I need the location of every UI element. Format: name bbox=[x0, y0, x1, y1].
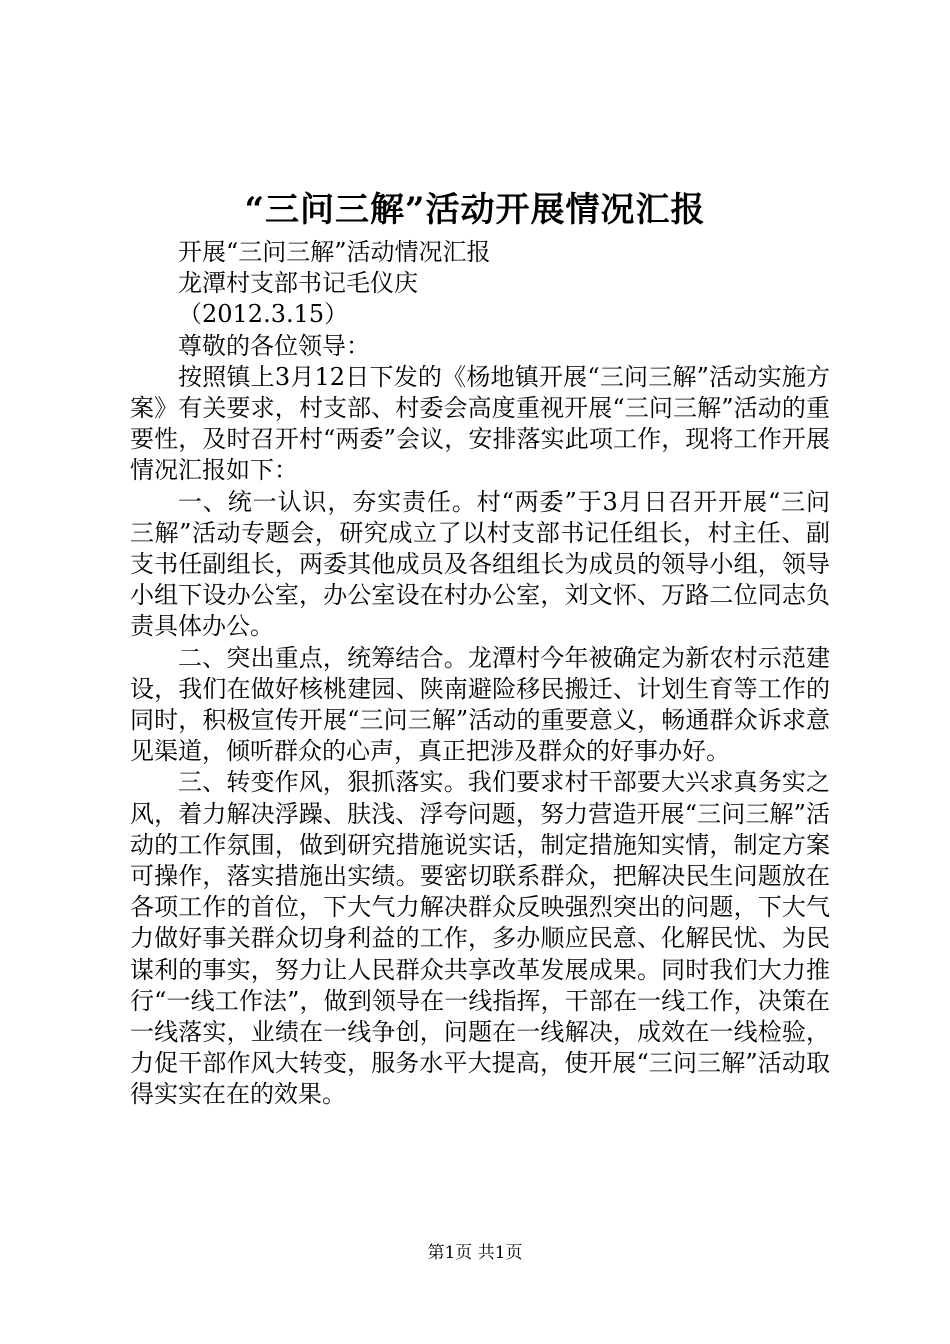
page-footer: 第1页 共1页 bbox=[427, 1243, 523, 1263]
document-subtitle: 开展“三问三解”活动情况汇报 bbox=[178, 238, 491, 266]
paragraph-section-1: 一、统一认识，夯实责任。村“两委”于3月日召开开展“三问三解”活动专题会，研究成立了以村支部书记任组长，村主任、副支书任副组长，两委其他成员及各组组长为成员的领导小组，领导小组下设办公室，办公室设在村办公室，刘文怀、万路二位同志负责具体办公。 bbox=[130, 487, 830, 641]
document-body bbox=[130, 237, 830, 1111]
document-title: “三问三解”活动开展情况汇报 bbox=[244, 190, 706, 230]
paragraph-intro: 按照镇上3月12日下发的《杨地镇开展“三问三解”活动实施方案》有关要求，村支部、村委会高度重视开展“三问三解”活动的重要性，及时召开村“两委”会议，安排落实此项工作，现将工作开展情况汇报如下： bbox=[130, 362, 830, 485]
document-salutation: 尊敬的各位领导： bbox=[178, 331, 370, 360]
paragraph-section-2: 二、突出重点，统筹结合。龙潭村今年被确定为新农村示范建设，我们在做好核桃建园、陕南避险移民搬迁、计划生育等工作的同时，积极宣传开展“三问三解”活动的重要意义，畅通群众诉求意见渠道，倾听群众的心声，真正把涉及群众的好事办好。 bbox=[130, 643, 830, 766]
paragraph-section-3: 三、转变作风，狠抓落实。我们要求村干部要大兴求真务实之风，着力解决浮躁、肤浅、浮夸问题，努力营造开展“三问三解”活动的工作氛围，做到研究措施说实话，制定措施知实情，制定方案可操作，落实措施出实绩。要密切联系群众，把解决民生问题放在各项工作的首位，下大气力解决群众反映强烈突出的问题，下大气力做好事关群众切身利益的工作，多办顺应民意、化解民忧、为民谋利的事实，努力让人民群众共享改革发展成果。同时我们大力推行“一线工作法”，做到领导在一线指挥，干部在一线工作，决策在一线落实，业绩在一线争创，问题在一线解决，成效在一线检验，力促干部作风大转变，服务水平大提高，使开展“三问三解”活动取得实实在在的效果。 bbox=[130, 768, 830, 1109]
document-date: （2012.3.15） bbox=[178, 300, 349, 329]
document-author: 龙潭村支部书记毛仪庆 bbox=[178, 269, 418, 298]
